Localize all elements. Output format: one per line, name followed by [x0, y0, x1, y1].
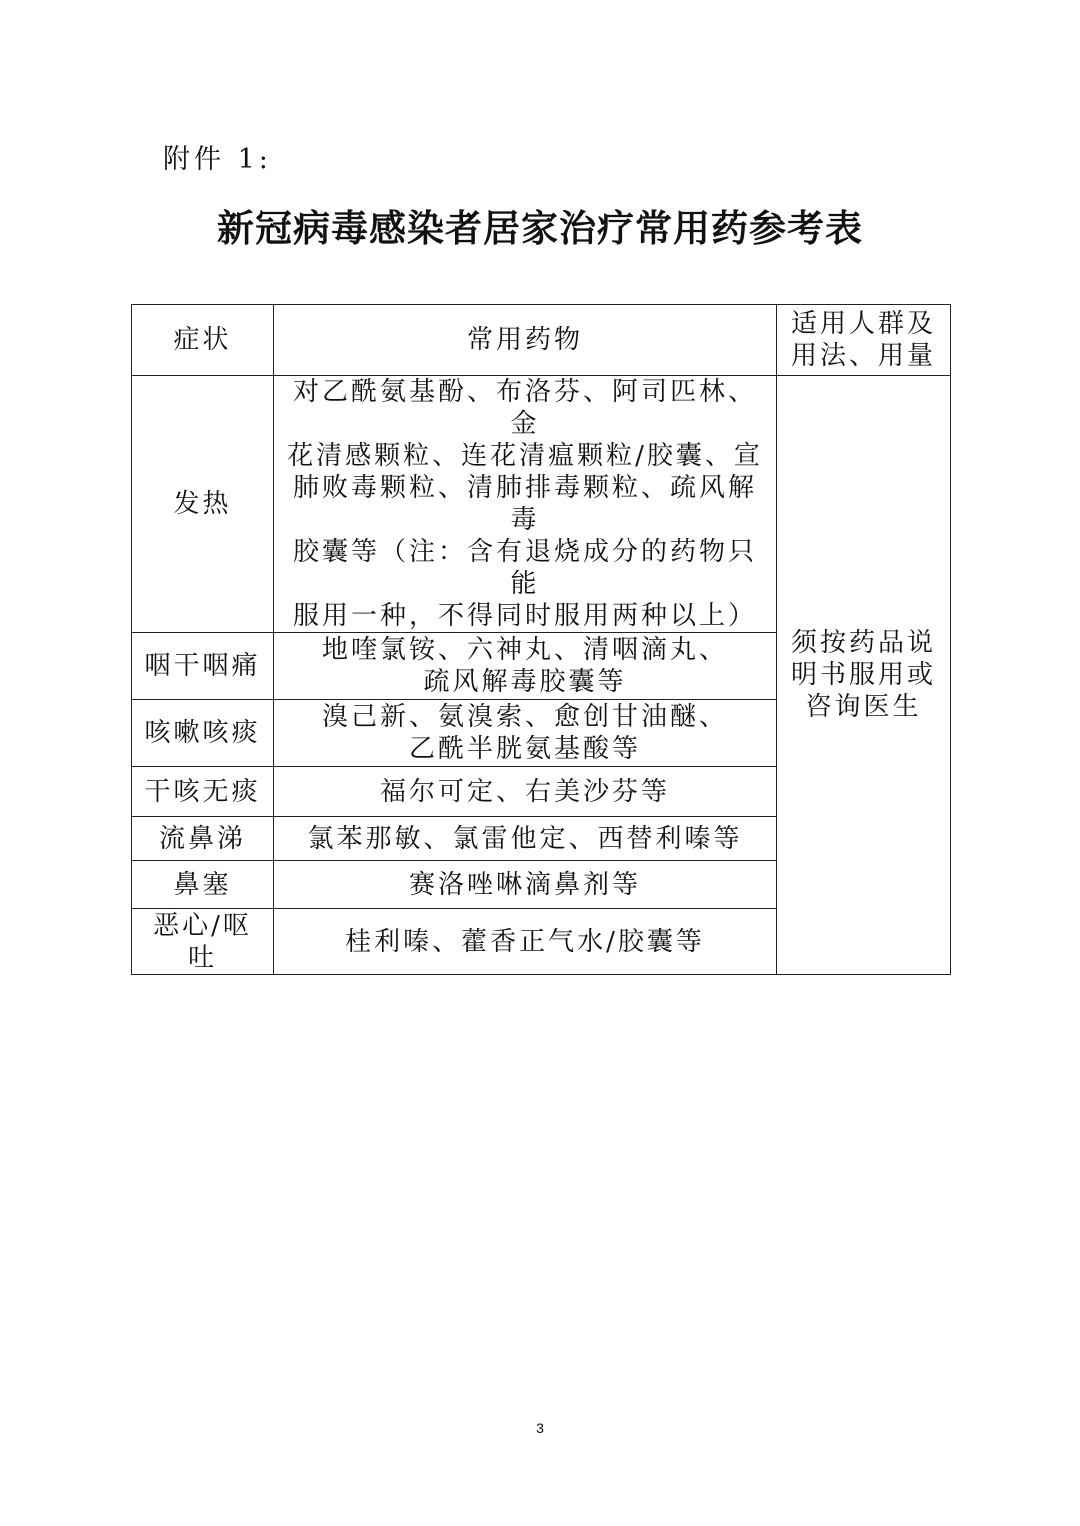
document-title: 新冠病毒感染者居家治疗常用药参考表 — [217, 206, 863, 250]
symptom-cell: 鼻塞 — [132, 861, 274, 909]
header-common-drugs: 常用药物 — [274, 305, 777, 376]
table-row — [132, 376, 951, 633]
drugs-cell: 氯苯那敏、氯雷他定、西替利嗪等 — [274, 817, 777, 861]
symptom-cell: 流鼻涕 — [132, 817, 274, 861]
header-symptom: 症状 — [132, 305, 274, 376]
page-number: 3 — [536, 1420, 544, 1436]
usage-note-cell: 须按药品说 明书服用或 咨询医生 — [777, 376, 951, 975]
symptom-cell: 发热 — [132, 376, 274, 633]
attachment-label: 附件 1: — [163, 144, 272, 175]
medication-reference-table — [131, 304, 951, 975]
drugs-cell: 赛洛唑啉滴鼻剂等 — [274, 861, 777, 909]
symptom-cell: 恶心/呕 吐 — [132, 909, 274, 975]
symptom-cell: 干咳无痰 — [132, 767, 274, 817]
table-header-row — [132, 305, 951, 376]
symptom-cell: 咳嗽咳痰 — [132, 700, 274, 767]
drugs-cell: 对乙酰氨基酚、布洛芬、阿司匹林、金 花清感颗粒、连花清瘟颗粒/胶囊、宣 肺败毒颗粒、清肺排毒颗粒、疏风解毒 胶囊等（注：含有退烧成分的药物只能 服用一种，不得同时服用两种以上） — [274, 376, 777, 633]
header-usage: 适用人群及 用法、用量 — [777, 305, 951, 376]
drugs-cell: 地喹氯铵、六神丸、清咽滴丸、 疏风解毒胶囊等 — [274, 633, 777, 700]
drugs-cell: 福尔可定、右美沙芬等 — [274, 767, 777, 817]
drugs-cell: 溴己新、氨溴索、愈创甘油醚、 乙酰半胱氨基酸等 — [274, 700, 777, 767]
drugs-cell: 桂利嗪、藿香正气水/胶囊等 — [274, 909, 777, 975]
symptom-cell: 咽干咽痛 — [132, 633, 274, 700]
